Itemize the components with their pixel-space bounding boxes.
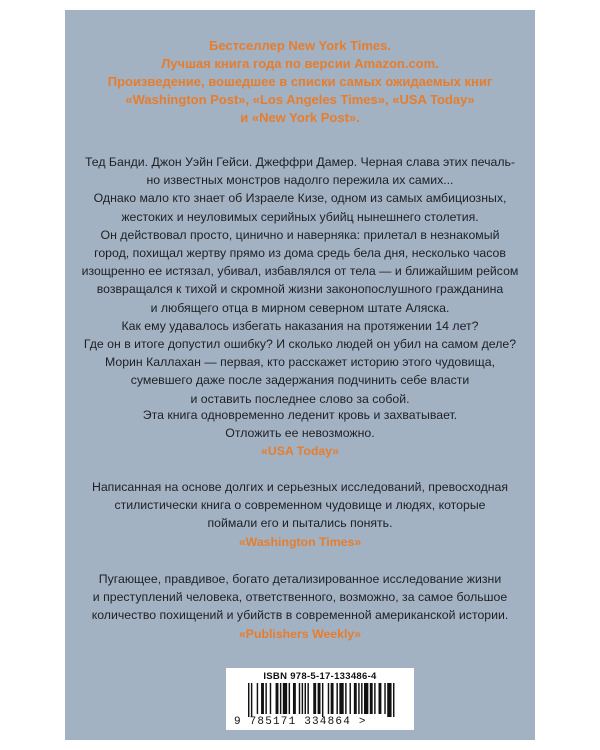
barcode-bar (307, 683, 308, 714)
review-line: Написанная на основе долгих и серьезных исследований, превосходная (91, 480, 509, 494)
barcode-bar (336, 683, 337, 714)
barcode-bar (322, 683, 323, 717)
review-usa-today (65, 406, 535, 461)
description-line: Где он в итоге допустил ошибку? И сколько людей он убил на самом деле? (83, 337, 517, 352)
description-line: Однако мало кто знает об Израеле Кизе, одном из самых амбициозных, (93, 191, 507, 206)
barcode-bar (364, 683, 368, 714)
barcode-bar (313, 683, 316, 714)
barcode-bar (305, 683, 306, 714)
description-line: изощренно ее истязал, убивал, избавлялся от тела — и ближайшим рейсом (81, 264, 519, 279)
barcode-bar (293, 683, 296, 714)
description-line: Тед Банди. Джон Уэйн Гейси. Джеффри Дамер. Черная слава этих печаль- (84, 155, 516, 169)
barcode-bar (318, 683, 321, 714)
barcode-bar (280, 683, 281, 714)
review-source: «Washington Times» (238, 534, 362, 549)
review-source: «USA Today» (261, 444, 339, 459)
barcode-bar (248, 683, 249, 717)
review-washington-times (65, 478, 535, 551)
barcode-bar (299, 683, 300, 714)
isbn-label: ISBN 978-5-17-133486-4 (263, 671, 377, 682)
barcode-bar (328, 683, 329, 714)
barcode-bar (261, 683, 264, 714)
barcode-bar (331, 683, 334, 714)
review-line: количество похищений и убийств в современной американской истории. (91, 608, 509, 623)
barcode-bar (251, 683, 252, 717)
promo-block (65, 37, 535, 127)
review-line: стилистически книга о современном чудовище и людях, которые (114, 498, 486, 513)
barcode-bar (387, 683, 391, 717)
barcode-digits: 9 785171 334864 > (234, 716, 367, 728)
review-line: Эта книга одновременно леденит кровь и захватывает. (142, 408, 458, 422)
review-source: «Publishers Weekly» (238, 626, 362, 641)
barcode-bar (350, 683, 351, 714)
description-line: и любящего отца в мирном северном штате Аляска. (150, 300, 450, 315)
description-line: город, похищал жертву прямо из дома средь бела дня, несколько часов (94, 246, 506, 261)
description-line: но известных монстров надолго пережила их самих... (146, 173, 454, 188)
barcode-bar (370, 683, 373, 714)
promo-line: Лучшая книга года по версии Amazon.com. (161, 56, 439, 71)
barcode-bar (283, 683, 287, 714)
barcode-bar (361, 683, 362, 714)
promo-line: «Washington Post», «Los Angeles Times», «USA Today» (125, 92, 475, 107)
description-line: Морин Каллахан — первая, кто расскажет историю этого чудовища, (104, 355, 496, 370)
review-line: Отложить ее невозможно. (225, 426, 375, 441)
description-line: жестоких и неуловимых серийных убийц нынешнего столетия. (121, 209, 479, 224)
barcode-bar (345, 683, 346, 714)
isbn-barcode (226, 668, 414, 730)
barcode-bar (358, 683, 359, 714)
barcode-bar (384, 683, 385, 714)
description-line: и оставить последнее слово за собой. (190, 391, 410, 406)
review-line: и преступлений человека, ответственного, возможно, за самое большое (92, 590, 508, 605)
description-line: Он действовал просто, цинично и наверняка: прилетал в незнакомый (100, 227, 500, 242)
promo-line: Произведение, вошедшее в списки самых ожидаемых книг (107, 74, 493, 89)
barcode-bar (379, 683, 382, 714)
review-line: Пугающее, правдивое, богато детализированное исследование жизни (98, 572, 502, 586)
review-publishers-weekly (65, 570, 535, 643)
barcode-bar (393, 683, 394, 717)
barcode-bar (374, 683, 375, 714)
barcode-bar (354, 683, 357, 714)
review-line: поймали его и пытались понять. (207, 516, 393, 531)
barcode-bar (289, 683, 290, 714)
barcode-bar (265, 683, 266, 714)
barcode-bar (276, 683, 279, 714)
description-line: сумевшего даже после задержания подчинить себе власти (130, 373, 470, 388)
description-line: Как ему удавалось избегать наказания на протяжении 14 лет? (121, 318, 479, 333)
description-line: возвращался к тихой и скромной жизни законопослушного гражданина (96, 282, 504, 297)
barcode-bar (339, 683, 343, 714)
promo-line: Бестселлер New York Times. (208, 38, 392, 53)
promo-line: и «New York Post». (240, 110, 360, 125)
barcode-bar (302, 683, 303, 714)
barcode-bar (257, 683, 258, 714)
barcode-bar (270, 683, 271, 714)
back-cover (65, 10, 535, 740)
description-block (65, 153, 535, 408)
